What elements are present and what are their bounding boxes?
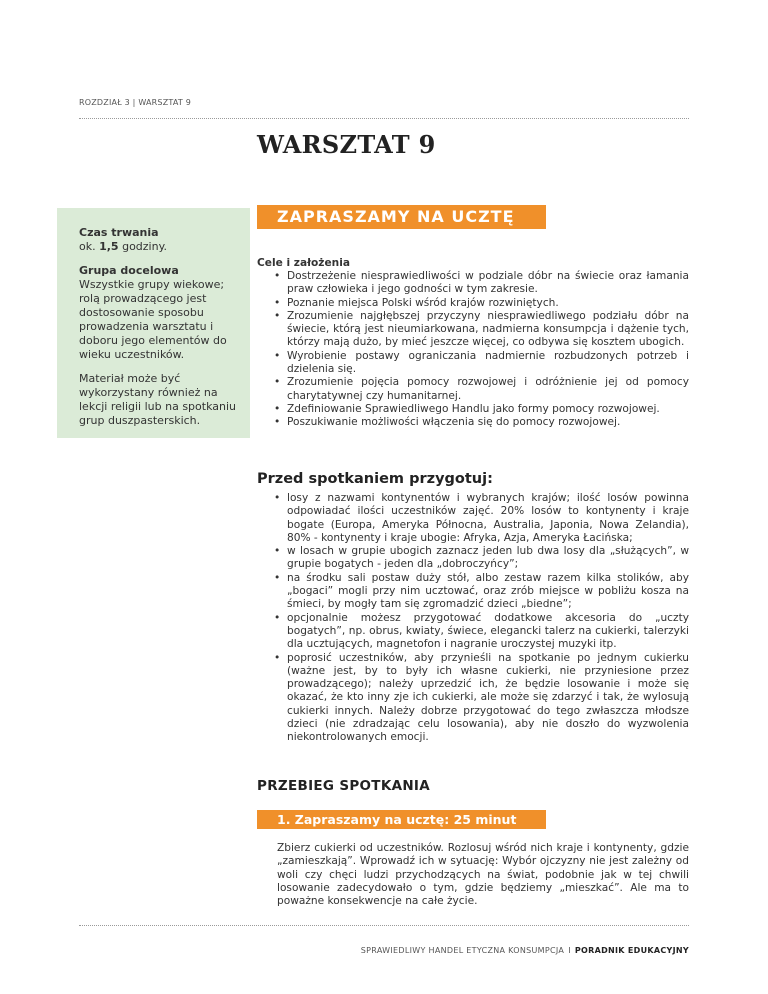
goals-list — [257, 270, 689, 430]
preparation-list — [257, 492, 689, 745]
duration-label: Czas trwania — [79, 226, 159, 239]
material-note: Materiał może być wykorzystany również na lekcji religii lub na spotkaniu grup duszpasterskich. — [79, 372, 236, 427]
list-item: • na środku sali postaw duży stół, albo zestaw razem kilka stolików, aby „bogaci” mogli przy nim ucztować, oraz zrób miejsce w pobliżu kosza na śmieci, by mogły tam się zgromadzić dzieci „biedne”; — [257, 572, 689, 612]
list-item: • opcjonalnie możesz przygotować dodatkowe akcesoria do „uczty bogatych”, np. obrus, kwiaty, świece, elegancki talerz na cukierki, talerzyki dla ucztujących, magnetofon i nagranie uroczystej muzyki itp. — [257, 612, 689, 652]
target-group-text: Wszystkie grupy wiekowe; rolą prowadzącego jest dostosowanie sposobu prowadzenia warsztatu i doboru jego elementów do wieku uczestników. — [79, 278, 227, 361]
bottom-divider — [79, 925, 689, 926]
target-group-label: Grupa docelowa — [79, 264, 179, 277]
workshop-title-banner: ZAPRASZAMY NA UCZTĘ — [257, 205, 546, 229]
step-1-text: Zbierz cukierki od uczestników. Rozlosuj wśród nich kraje i kontynenty, gdzie „zamieszkają”. Wprowadź ich w sytuację: Wybór ojczyzny nie jest zależny od woli czy chęci ludzi przychodzących na świat, podobnie jak w tej chwili losowanie zadecydowało o tym, gdzie będziemy „mieszkać”. Ale ma to poważne konsekwencje na całe życie. — [277, 842, 689, 908]
chapter-breadcrumb: ROZDZIAŁ 3 | WARSZTAT 9 — [79, 98, 192, 107]
session-heading: PRZEBIEG SPOTKANIA — [257, 778, 430, 794]
list-item: • losy z nazwami kontynentów i wybranych krajów; ilość losów powinna odpowiadać ilości uczestników zajęć. 20% losów to kontynenty i kraje bogate (Europa, Ameryka Północna, Australia, Japonia, Nowa Zelandia), 80% - kontynenty i kraje ubogie: Afryka, Azja, Ameryka Łacińska; — [257, 492, 689, 545]
goals-heading: Cele i założenia — [257, 257, 350, 269]
footer-guide-title: PORADNIK EDUKACYJNY — [574, 946, 689, 955]
list-item: • Dostrzeżenie niesprawiedliwości w podziale dóbr na świecie oraz łamania praw człowieka i jego godności w tym zakresie. — [257, 270, 689, 297]
list-item: • poprosić uczestników, aby przynieśli na spotkanie po jednym cukierku (ważne jest, by to były ich własne cukierki, nie przyniesione przez prowadzącego); należy uprzedzić ich, że będzie losowanie i może się okazać, że kto inny zje ich cukierki, ale może się zdarzyć i tak, że wylosują cukierki innych. Należy dobrze przygotować do tego zwłaszcza młodsze dzieci (nie zdradzając celu losowania), aby nie doszło do wyzwolenia niekontrolowanych emocji. — [257, 652, 689, 745]
spacer — [79, 254, 240, 264]
page-title: WARSZTAT 9 — [257, 130, 436, 159]
list-item: • Wyrobienie postawy ograniczania nadmiernie rozbudzonych potrzeb i dzielenia się. — [257, 350, 689, 377]
duration-value: 1,5 — [99, 240, 119, 253]
list-item: • Zrozumienie pojęcia pomocy rozwojowej i odróżnienie jej od pomocy charytatywnej czy humanitarnej. — [257, 376, 689, 403]
footer-separator: I — [568, 946, 571, 955]
info-sidebar — [57, 208, 250, 438]
preparation-heading: Przed spotkaniem przygotuj: — [257, 471, 493, 487]
list-item: • Poznanie miejsca Polski wśród krajów rozwiniętych. — [257, 297, 689, 310]
page-footer — [361, 946, 689, 955]
list-item: • w losach w grupie ubogich zaznacz jeden lub dwa losy dla „służących”, w grupie bogatych - jeden dla „dobroczyńcy”; — [257, 545, 689, 572]
duration-prefix: ok. — [79, 240, 100, 253]
duration-text — [79, 240, 240, 254]
list-item: • Zdefiniowanie Sprawiedliwego Handlu jako formy pomocy rozwojowej. — [257, 403, 689, 416]
list-item: • Zrozumienie najgłębszej przyczyny niesprawiedliwego podziału dóbr na świecie, którą jest nieumiarkowana, nadmierna konsumpcja i dążenie tych, którzy mają dużo, by mieć jeszcze więcej, co odbywa się kosztem ubogich. — [257, 310, 689, 350]
spacer — [79, 362, 240, 372]
list-item: • Poszukiwanie możliwości włączenia się do pomocy rozwojowej. — [257, 416, 689, 429]
duration-suffix: godziny. — [118, 240, 168, 253]
top-divider — [79, 118, 689, 119]
footer-publication: SPRAWIEDLIWY HANDEL ETYCZNA KONSUMPCJA — [360, 946, 565, 955]
step-1-banner: 1. Zapraszamy na ucztę: 25 minut — [257, 810, 546, 829]
